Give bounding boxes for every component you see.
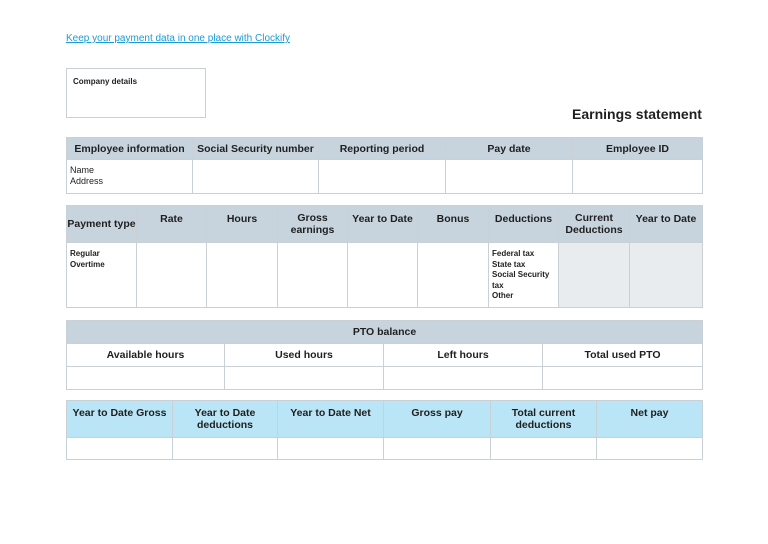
bonus-cell[interactable] (418, 243, 489, 308)
total-used-pto-header: Total used PTO (543, 344, 703, 367)
employee-id-cell[interactable] (573, 160, 703, 194)
other-label: Other (492, 291, 514, 300)
gross-earnings-cell[interactable] (278, 243, 348, 308)
total-current-deductions-header: Total current deductions (491, 401, 597, 438)
deductions-header: Deductions (489, 206, 559, 243)
net-pay-header: Net pay (597, 401, 703, 438)
pay-summary-table (66, 400, 703, 460)
ytd-net-cell[interactable] (278, 438, 384, 460)
rate-header: Rate (137, 206, 207, 243)
employee-information-header: Employee information (67, 138, 193, 160)
federal-tax-label: Federal tax (492, 249, 535, 258)
ytd-deductions-cell[interactable] (173, 438, 278, 460)
social-security-tax-label: Social Security tax (492, 270, 550, 290)
regular-label: Regular (70, 249, 100, 258)
total-current-deductions-cell[interactable] (491, 438, 597, 460)
pto-balance-table (66, 320, 703, 390)
available-hours-header: Available hours (67, 344, 225, 367)
current-deductions-header: Current Deductions (559, 206, 630, 243)
deduction-types-cell (489, 243, 559, 308)
ytd-gross-header: Year to Date Gross (67, 401, 173, 438)
company-details-box (66, 68, 206, 118)
deductions-ytd-cell[interactable] (630, 243, 703, 308)
employee-info-cell (67, 160, 193, 194)
ytd-cell[interactable] (348, 243, 418, 308)
gross-pay-cell[interactable] (384, 438, 491, 460)
earnings-table (66, 205, 703, 308)
bonus-header: Bonus (418, 206, 489, 243)
reporting-period-cell[interactable] (319, 160, 446, 194)
left-hours-header: Left hours (384, 344, 543, 367)
payment-types-cell (67, 243, 137, 308)
company-details-label: Company details (73, 77, 138, 86)
current-deductions-cell[interactable] (559, 243, 630, 308)
ytd-net-header: Year to Date Net (278, 401, 384, 438)
employee-info-table (66, 137, 703, 194)
pay-date-header: Pay date (446, 138, 573, 160)
ssn-cell[interactable] (193, 160, 319, 194)
clockify-promo-link[interactable]: Keep your payment data in one place with Clockify (66, 33, 291, 44)
gross-earnings-header: Gross earnings (278, 206, 348, 243)
ytd-gross-cell[interactable] (67, 438, 173, 460)
hours-header: Hours (207, 206, 278, 243)
state-tax-label: State tax (492, 259, 526, 269)
ssn-header: Social Security number (193, 138, 319, 160)
ytd-deductions-header: Year to Date deductions (173, 401, 278, 438)
net-pay-cell[interactable] (597, 438, 703, 460)
reporting-period-header: Reporting period (319, 138, 446, 160)
left-hours-cell[interactable] (384, 367, 543, 390)
ytd-header: Year to Date (348, 206, 418, 243)
hours-cell[interactable] (207, 243, 278, 308)
deductions-ytd-header: Year to Date (630, 206, 703, 243)
used-hours-header: Used hours (225, 344, 384, 367)
statement-title: Earnings statement (572, 106, 702, 122)
rate-cell[interactable] (137, 243, 207, 308)
pay-date-cell[interactable] (446, 160, 573, 194)
total-used-pto-cell[interactable] (543, 367, 703, 390)
pto-balance-header: PTO balance (67, 321, 703, 344)
gross-pay-header: Gross pay (384, 401, 491, 438)
available-hours-cell[interactable] (67, 367, 225, 390)
overtime-label: Overtime (70, 259, 105, 269)
used-hours-cell[interactable] (225, 367, 384, 390)
name-label: Name (70, 165, 95, 175)
payment-type-header: Payment type (67, 206, 137, 243)
employee-id-header: Employee ID (573, 138, 703, 160)
address-label: Address (70, 176, 104, 186)
